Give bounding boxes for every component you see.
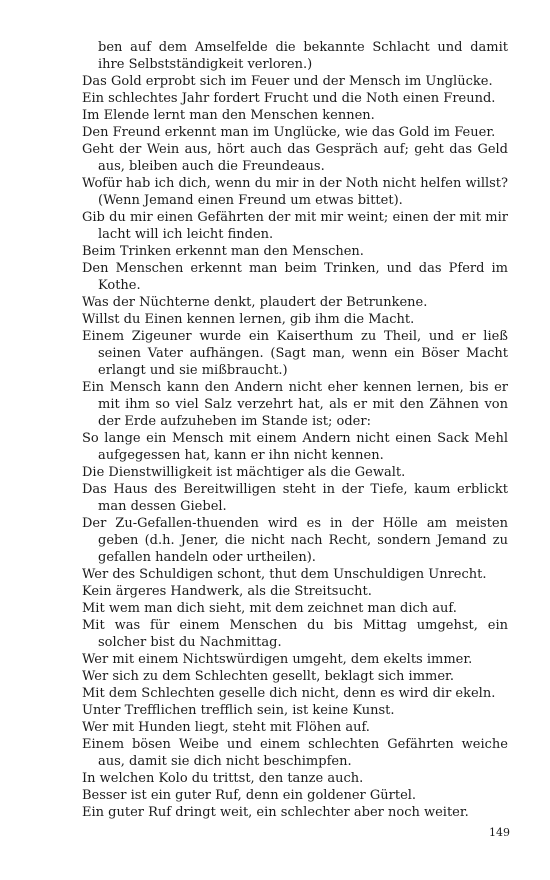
proverb-entry: Das Haus des Bereitwilligen steht in der Tiefe, kaum erblickt man dessen Giebel. xyxy=(82,482,508,514)
proverb-entry: Kein ärgeres Handwerk, als die Streitsucht. xyxy=(82,584,372,599)
proverb-list xyxy=(82,39,508,821)
proverb-entry: Mit dem Schlechten geselle dich nicht, denn es wird dir ekeln. xyxy=(82,686,496,701)
proverb-entry: Wofür hab ich dich, wenn du mir in der Noth nicht helfen willst? (Wenn Jemand einen Freund um etwas bittet). xyxy=(82,176,508,208)
proverb-entry: Wer sich zu dem Schlechten gesellt, beklagt sich immer. xyxy=(82,669,454,684)
proverb-entry: Der Zu-Gefallen-thuenden wird es in der Hölle am meisten geben (d.h. Jener, die nicht nach Recht, sondern Jemand zu gefallen handeln oder urtheilen). xyxy=(82,516,508,565)
proverb-entry: Beim Trinken erkennt man den Menschen. xyxy=(82,244,364,259)
proverb-entry: Wer des Schuldigen schont, thut dem Unschuldigen Unrecht. xyxy=(82,567,487,582)
proverb-entry: Willst du Einen kennen lernen, gib ihm die Macht. xyxy=(82,312,415,327)
proverb-entry: Wer mit Hunden liegt, steht mit Flöhen auf. xyxy=(82,720,370,735)
proverb-entry: Einem Zigeuner wurde ein Kaiserthum zu Theil, und er ließ seinen Vater aufhängen. (Sagt man, wenn ein Böser Macht erlangt und sie mißbraucht.) xyxy=(82,329,508,378)
proverb-entry: So lange ein Mensch mit einem Andern nicht einen Sack Mehl aufgegessen hat, kann er ihn nicht kennen. xyxy=(82,431,508,463)
proverb-entry: Besser ist ein guter Ruf, denn ein goldener Gürtel. xyxy=(82,788,417,803)
proverb-entry: Einem bösen Weibe und einem schlechten Gefährten weiche aus, damit sie dich nicht beschimpfen. xyxy=(82,737,508,769)
proverb-entry: Geht der Wein aus, hört auch das Gespräch auf; geht das Geld aus, bleiben auch die Freundeaus. xyxy=(82,142,508,174)
proverb-entry: Ein schlechtes Jahr fordert Frucht und die Noth einen Freund. xyxy=(82,91,496,106)
proverb-entry: Den Menschen erkennt man beim Trinken, und das Pferd im Kothe. xyxy=(82,261,508,293)
proverb-entry: Ein Mensch kann den Andern nicht eher kennen lernen, bis er mit ihm so viel Salz verzehrt hat, als er mit den Zähnen von der Erde aufzuheben im Stande ist; oder: xyxy=(82,380,508,429)
proverb-entry: ben auf dem Amselfelde die bekannte Schlacht und damit ihre Selbstständigkeit verloren.) xyxy=(98,40,508,72)
proverb-entry: Das Gold erprobt sich im Feuer und der Mensch im Unglücke. xyxy=(82,74,493,89)
proverb-entry: Gib du mir einen Gefährten der mit mir weint; einen der mit mir lacht will ich leicht finden. xyxy=(82,210,508,242)
proverb-entry: In welchen Kolo du trittst, den tanze auch. xyxy=(82,771,364,786)
proverb-entry: Was der Nüchterne denkt, plaudert der Betrunkene. xyxy=(82,295,428,310)
proverb-entry: Die Dienstwilligkeit ist mächtiger als die Gewalt. xyxy=(82,465,406,480)
proverb-entry: Den Freund erkennt man im Unglücke, wie das Gold im Feuer. xyxy=(82,125,496,140)
proverb-entry: Mit wem man dich sieht, mit dem zeichnet man dich auf. xyxy=(82,601,457,616)
proverb-entry: Unter Trefflichen trefflich sein, ist keine Kunst. xyxy=(82,703,395,718)
proverb-entry: Mit was für einem Menschen du bis Mittag umgehst, ein solcher bist du Nachmittag. xyxy=(82,618,508,650)
page-number: 149 xyxy=(489,826,510,839)
proverb-entry: Im Elende lernt man den Menschen kennen. xyxy=(82,108,375,123)
proverb-entry: Ein guter Ruf dringt weit, ein schlechter aber noch weiter. xyxy=(82,805,469,820)
proverb-entry: Wer mit einem Nichtswürdigen umgeht, dem ekelts immer. xyxy=(82,652,473,667)
